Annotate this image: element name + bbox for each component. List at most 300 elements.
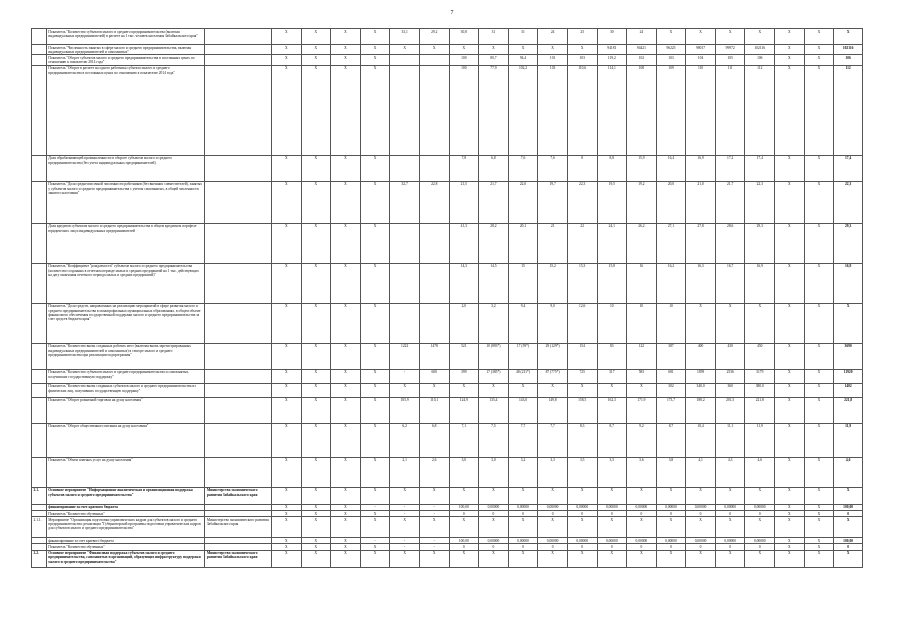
- value-cell: 0: [597, 511, 627, 517]
- value-cell: X: [804, 343, 834, 369]
- value-cell: X: [567, 487, 597, 504]
- row-executor-cell: [205, 303, 272, 343]
- value-cell: 4,3: [715, 457, 745, 487]
- value-cell: X: [804, 303, 834, 343]
- value-cell: 15: [508, 263, 538, 303]
- value-cell: X: [331, 29, 361, 45]
- value-cell: 110: [686, 65, 716, 155]
- row-description-cell: Показатель "Численность занятых в сфере малого и среднего предпринимательства, включая индивидуальных предпринимателей и самозанятых": [46, 45, 205, 55]
- value-cell: X: [775, 303, 805, 343]
- value-cell: 32,7: [390, 181, 420, 223]
- row-number-cell: 2.1.: [32, 487, 47, 504]
- value-cell: 10: [656, 303, 686, 343]
- value-cell: 24,1: [597, 223, 627, 263]
- value-cell: 16,9: [745, 263, 775, 303]
- value-cell: 24: [627, 29, 657, 45]
- row-executor-cell: Министерство экономического развития Забайкальского края: [205, 487, 272, 504]
- value-cell: 149,8: [538, 397, 568, 423]
- value-cell: 7,7: [508, 423, 538, 457]
- value-cell: 25: [567, 29, 597, 45]
- value-cell: 0: [656, 511, 686, 517]
- value-cell: 0,00000: [479, 504, 509, 510]
- value-cell: X: [567, 383, 597, 397]
- value-cell: 100: [449, 65, 479, 155]
- value-cell: X: [360, 343, 390, 369]
- value-cell: 10,4: [686, 423, 716, 457]
- value-cell: 103: [538, 65, 568, 155]
- row-description-cell: Показатель "Объем платных услуг на душу населения": [46, 457, 205, 487]
- row-description-cell: Показатель "Количество субъектов малого и среднего предпринимательства (включая индивидуальных предпринимателей) в расчете на 1 тыс. человек населения Забайкальского края": [46, 29, 205, 45]
- value-cell: 10: [597, 303, 627, 343]
- value-cell: 0: [627, 544, 657, 550]
- value-cell: X: [775, 383, 805, 397]
- value-cell: X: [804, 29, 834, 45]
- value-cell: X: [271, 303, 301, 343]
- value-cell: X: [271, 55, 301, 65]
- row-executor-cell: [205, 155, 272, 181]
- value-cell: X: [301, 544, 331, 550]
- value-cell: X: [686, 487, 716, 504]
- value-cell: X: [360, 517, 390, 538]
- value-cell: X: [449, 45, 479, 55]
- value-cell: X: [538, 550, 568, 567]
- value-cell: X: [419, 383, 449, 397]
- value-cell: 4,1: [686, 457, 716, 487]
- value-cell: X: [804, 397, 834, 423]
- row-description-cell: Показатель "Количество субъектов малого и среднего предпринимательства и самозанятых, получивших государственную поддержку": [46, 369, 205, 383]
- row-executor-cell: [205, 263, 272, 303]
- value-cell: X: [775, 263, 805, 303]
- value-cell: 103: [656, 55, 686, 65]
- value-cell: X: [271, 487, 301, 504]
- value-cell: X: [745, 487, 775, 504]
- value-cell: X: [804, 65, 834, 155]
- value-cell: 135,4: [479, 397, 509, 423]
- value-cell: 122: [627, 343, 657, 369]
- value-cell: 22,3: [745, 181, 775, 223]
- row-number-cell: 2.1.1.: [32, 517, 47, 538]
- value-cell: 2,1: [390, 457, 420, 487]
- value-cell: 0: [567, 511, 597, 517]
- value-cell: 0: [479, 544, 509, 550]
- total-value-cell: X: [834, 550, 863, 567]
- row-executor-cell: [205, 65, 272, 155]
- program-indicators-table: [31, 28, 863, 568]
- value-cell: X: [775, 65, 805, 155]
- row-description-cell: Доля обрабатывающей промышленности в обороте субъектов малого и среднего предпринимательства (без учета индивидуальных предпринимателей): [46, 155, 205, 181]
- row-description-cell: Показатель "Количество обученных": [46, 511, 205, 517]
- total-value-cell: 4,6: [834, 457, 863, 487]
- table-row: [32, 550, 863, 567]
- value-cell: 100,00: [449, 504, 479, 510]
- value-cell: 11,9: [745, 423, 775, 457]
- table-row: [32, 155, 863, 181]
- value-cell: 21: [538, 223, 568, 263]
- value-cell: 17,4: [745, 155, 775, 181]
- value-cell: X: [804, 511, 834, 517]
- row-description-cell: Показатель "Доля средств, направленных на реализацию мероприятий в сфере развития малого и среднего предпринимательства в монопрофильных муниципальных образованиях, в общем объеме финансового обеспечения государственной поддержки малого и среднего предпринимательства за счет средств бюджета края": [46, 303, 205, 343]
- total-value-cell: 11920: [834, 369, 863, 383]
- value-cell: X: [360, 65, 390, 155]
- value-cell: 0: [745, 511, 775, 517]
- total-value-cell: 102116: [834, 45, 863, 55]
- value-cell: 7,6: [508, 155, 538, 181]
- value-cell: 2536: [715, 369, 745, 383]
- value-cell: 0: [745, 544, 775, 550]
- value-cell: 158,5: [567, 397, 597, 423]
- value-cell: X: [331, 383, 361, 397]
- value-cell: X: [479, 517, 509, 538]
- value-cell: X: [745, 517, 775, 538]
- total-value-cell: 16,9: [834, 263, 863, 303]
- value-cell: 20,0: [656, 181, 686, 223]
- value-cell: 400: [686, 343, 716, 369]
- row-description-cell: Показатель "Оборот розничной торговли на душу населения": [46, 397, 205, 423]
- total-value-cell: 0: [834, 544, 863, 550]
- value-cell: X: [715, 29, 745, 45]
- value-cell: 28,2: [479, 223, 509, 263]
- row-executor-cell: [205, 369, 272, 383]
- value-cell: 0,00000: [479, 538, 509, 544]
- value-cell: -: [419, 544, 449, 550]
- value-cell: X: [775, 223, 805, 263]
- value-cell: 0: [715, 511, 745, 517]
- value-cell: 0,00000: [656, 538, 686, 544]
- value-cell: 6,2: [390, 423, 420, 457]
- value-cell: 112: [745, 65, 775, 155]
- value-cell: 380,0: [745, 383, 775, 397]
- value-cell: X: [301, 511, 331, 517]
- value-cell: 0: [567, 544, 597, 550]
- value-cell: X: [419, 550, 449, 567]
- value-cell: -: [419, 511, 449, 517]
- value-cell: X: [271, 538, 301, 544]
- table-body: [32, 29, 863, 568]
- value-cell: X: [301, 538, 331, 544]
- value-cell: X: [331, 538, 361, 544]
- value-cell: 29,3: [745, 223, 775, 263]
- value-cell: 302: [656, 383, 686, 397]
- value-cell: 77,9: [479, 65, 509, 155]
- value-cell: X: [686, 517, 716, 538]
- total-value-cell: 221,8: [834, 397, 863, 423]
- value-cell: [419, 55, 449, 65]
- value-cell: X: [567, 517, 597, 538]
- value-cell: 2,0: [449, 303, 479, 343]
- value-cell: X: [331, 55, 361, 65]
- value-cell: X: [360, 155, 390, 181]
- row-description-cell: Основное мероприятие "Информационно-аналитическая и организационная поддержка субъектов малого и среднего предпринимательства": [46, 487, 205, 504]
- value-cell: X: [301, 550, 331, 567]
- value-cell: X: [331, 343, 361, 369]
- value-cell: X: [331, 155, 361, 181]
- value-cell: X: [775, 181, 805, 223]
- table-row: [32, 383, 863, 397]
- row-description-cell: Показатель "Количество вновь созданных субъектов малого и среднего предпринимательства из физических лиц, получивших государственную поддержку": [46, 383, 205, 397]
- row-description-cell: Мероприятие "Организация подготовки управленческих кадров для субъектов малого и среднего предпринимательства: реализация "Губернаторской программы подготовки управленческих кадров для субъектов малого и среднего предпринимательства": [46, 517, 205, 538]
- total-value-cell: 1402: [834, 383, 863, 397]
- value-cell: X: [804, 544, 834, 550]
- value-cell: X: [301, 45, 331, 55]
- table-row: [32, 181, 863, 223]
- value-cell: X: [271, 29, 301, 45]
- value-cell: 106: [745, 55, 775, 65]
- value-cell: X: [271, 517, 301, 538]
- value-cell: 0: [538, 511, 568, 517]
- value-cell: X: [775, 550, 805, 567]
- value-cell: X: [508, 487, 538, 504]
- value-cell: 7,5: [479, 423, 509, 457]
- value-cell: X: [360, 544, 390, 550]
- value-cell: X: [597, 550, 627, 567]
- value-cell: X: [804, 457, 834, 487]
- value-cell: X: [715, 303, 745, 343]
- value-cell: X: [271, 544, 301, 550]
- value-cell: X: [775, 511, 805, 517]
- value-cell: X: [301, 343, 331, 369]
- value-cell: -: [390, 504, 420, 510]
- value-cell: 10: [627, 303, 657, 343]
- table-row: [32, 223, 863, 263]
- value-cell: X: [479, 487, 509, 504]
- value-cell: 583: [627, 369, 657, 383]
- table-row: [32, 369, 863, 383]
- value-cell: X: [301, 263, 331, 303]
- total-value-cell: 106: [834, 55, 863, 65]
- value-cell: X: [360, 511, 390, 517]
- value-cell: 8,7: [656, 423, 686, 457]
- value-cell: 387: [656, 343, 686, 369]
- value-cell: 3,2: [479, 303, 509, 343]
- value-cell: 9,4: [508, 303, 538, 343]
- row-executor-cell: Министерство экономического развития Забайкальского края: [205, 550, 272, 567]
- value-cell: X: [301, 423, 331, 457]
- row-number-cell: [32, 369, 47, 383]
- value-cell: X: [656, 487, 686, 504]
- value-cell: 21,5: [449, 181, 479, 223]
- row-description-cell: Показатель "Оборот общественного питания на душу населения": [46, 423, 205, 457]
- value-cell: 99972: [715, 45, 745, 55]
- value-cell: X: [804, 45, 834, 55]
- value-cell: 29 (129*): [538, 343, 568, 369]
- value-cell: X: [804, 181, 834, 223]
- value-cell: X: [360, 55, 390, 65]
- value-cell: 0: [449, 544, 479, 550]
- value-cell: X: [301, 369, 331, 383]
- value-cell: 30: [597, 29, 627, 45]
- value-cell: 94,4: [508, 55, 538, 65]
- value-cell: X: [538, 45, 568, 55]
- value-cell: 104: [686, 55, 716, 65]
- value-cell: 101: [538, 55, 568, 65]
- value-cell: X: [804, 369, 834, 383]
- value-cell: [390, 155, 420, 181]
- value-cell: 0,00000: [686, 538, 716, 544]
- value-cell: X: [508, 383, 538, 397]
- table-row: [32, 397, 863, 423]
- value-cell: [390, 65, 420, 155]
- value-cell: X: [331, 397, 361, 423]
- value-cell: 0,00000: [686, 504, 716, 510]
- value-cell: 430: [715, 343, 745, 369]
- value-cell: X: [715, 550, 745, 567]
- value-cell: 3,3: [538, 457, 568, 487]
- table-row: [32, 65, 863, 155]
- value-cell: 3,8: [656, 457, 686, 487]
- value-cell: X: [331, 544, 361, 550]
- value-cell: 11,1: [715, 423, 745, 457]
- value-cell: 725: [567, 369, 597, 383]
- value-cell: X: [745, 303, 775, 343]
- value-cell: 33,1: [390, 29, 420, 45]
- value-cell: X: [775, 343, 805, 369]
- value-cell: X: [360, 423, 390, 457]
- value-cell: 0,00000: [597, 504, 627, 510]
- value-cell: 9,0: [538, 303, 568, 343]
- value-cell: 21,7: [479, 181, 509, 223]
- value-cell: X: [804, 550, 834, 567]
- value-cell: 8: [567, 155, 597, 181]
- value-cell: 24: [538, 29, 568, 45]
- value-cell: [390, 263, 420, 303]
- value-cell: X: [360, 369, 390, 383]
- value-cell: X: [301, 397, 331, 423]
- value-cell: 8,3: [567, 423, 597, 457]
- value-cell: X: [390, 550, 420, 567]
- value-cell: -: [360, 504, 390, 510]
- value-cell: X: [271, 65, 301, 155]
- value-cell: X: [775, 369, 805, 383]
- value-cell: 0: [538, 544, 568, 550]
- value-cell: [419, 223, 449, 263]
- value-cell: 317: [597, 369, 627, 383]
- row-number-cell: [32, 397, 47, 423]
- value-cell: X: [479, 45, 509, 55]
- value-cell: 83: [597, 343, 627, 369]
- value-cell: 124,9: [449, 397, 479, 423]
- value-cell: X: [449, 550, 479, 567]
- value-cell: 399: [449, 369, 479, 383]
- value-cell: 22: [567, 223, 597, 263]
- total-value-cell: 100,00: [834, 538, 863, 544]
- value-cell: 22,8: [419, 181, 449, 223]
- value-cell: X: [775, 423, 805, 457]
- value-cell: X: [331, 457, 361, 487]
- value-cell: 109: [656, 65, 686, 155]
- value-cell: [390, 223, 420, 263]
- value-cell: X: [271, 223, 301, 263]
- value-cell: 188,2: [686, 397, 716, 423]
- value-cell: X: [271, 550, 301, 567]
- value-cell: X: [390, 487, 420, 504]
- value-cell: 4,6: [745, 457, 775, 487]
- row-executor-cell: [205, 55, 272, 65]
- value-cell: 7,1: [449, 423, 479, 457]
- value-cell: X: [804, 504, 834, 510]
- value-cell: 102: [627, 55, 657, 65]
- value-cell: X: [271, 369, 301, 383]
- value-cell: 340,0: [686, 383, 716, 397]
- value-cell: 0,00000: [745, 538, 775, 544]
- row-executor-cell: Министерство экономического развития Забайкальского края: [205, 517, 272, 538]
- total-value-cell: 112: [834, 65, 863, 155]
- value-cell: X: [271, 504, 301, 510]
- value-cell: X: [775, 55, 805, 65]
- value-cell: 0,00000: [656, 504, 686, 510]
- total-value-cell: 22,3: [834, 181, 863, 223]
- value-cell: X: [597, 383, 627, 397]
- value-cell: 0: [449, 511, 479, 517]
- value-cell: 27,8: [686, 223, 716, 263]
- value-cell: X: [775, 517, 805, 538]
- value-cell: X: [804, 383, 834, 397]
- value-cell: 0: [597, 544, 627, 550]
- value-cell: X: [331, 223, 361, 263]
- value-cell: 27,1: [656, 223, 686, 263]
- value-cell: X: [301, 487, 331, 504]
- value-cell: 0: [686, 511, 716, 517]
- value-cell: X: [508, 517, 538, 538]
- row-number-cell: [32, 457, 47, 487]
- value-cell: X: [360, 223, 390, 263]
- value-cell: 110,6: [567, 65, 597, 155]
- value-cell: 103: [567, 55, 597, 65]
- row-executor-cell: [205, 457, 272, 487]
- value-cell: 143,0: [508, 397, 538, 423]
- value-cell: X: [360, 550, 390, 567]
- row-number-cell: [32, 223, 47, 263]
- value-cell: 16,9: [686, 155, 716, 181]
- value-cell: 7,6: [538, 155, 568, 181]
- value-cell: 0: [508, 544, 538, 550]
- row-description-cell: финансирование за счет краевого бюджета: [46, 538, 205, 544]
- value-cell: 19,5: [597, 181, 627, 223]
- page-number: 7: [450, 10, 454, 16]
- total-value-cell: 29,3: [834, 223, 863, 263]
- row-number-cell: [32, 29, 47, 45]
- row-executor-cell: [205, 223, 272, 263]
- value-cell: X: [804, 538, 834, 544]
- value-cell: 0,00000: [597, 538, 627, 544]
- row-description-cell: Показатель "Коэффициент "рождаемости" субъектов малого и среднего предпринимательства (количество созданных в отчетном периоде малых и средних предприятий на 1 тыс. действующих на дату окончания отчетного периода малых и средних предприятий)": [46, 263, 205, 303]
- value-cell: X: [360, 383, 390, 397]
- row-description-cell: Показатель "Количество вновь созданных рабочих мест (включая вновь зарегистрированных индивидуальных предпринимателей и самозанятых) в секторе малого и среднего предпринимательства при реализации подпрограммы": [46, 343, 205, 369]
- value-cell: 30,8: [449, 29, 479, 45]
- value-cell: X: [627, 383, 657, 397]
- value-cell: 14,5: [479, 263, 509, 303]
- row-number-cell: [32, 303, 47, 343]
- total-value-cell: X: [834, 29, 863, 45]
- row-description-cell: финансирование за счет краевого бюджета: [46, 504, 205, 510]
- value-cell: 0,00000: [715, 538, 745, 544]
- row-number-cell: 2.2.: [32, 550, 47, 567]
- value-cell: X: [360, 487, 390, 504]
- value-cell: [419, 303, 449, 343]
- value-cell: 100: [449, 55, 479, 65]
- value-cell: 114,1: [597, 65, 627, 155]
- value-cell: 15,3: [567, 263, 597, 303]
- value-cell: 26,2: [627, 223, 657, 263]
- value-cell: 80,7: [479, 55, 509, 65]
- value-cell: X: [301, 383, 331, 397]
- value-cell: X: [271, 383, 301, 397]
- total-value-cell: 11,9: [834, 423, 863, 457]
- value-cell: X: [627, 487, 657, 504]
- value-cell: X: [627, 517, 657, 538]
- value-cell: X: [301, 181, 331, 223]
- value-cell: 1222: [390, 343, 420, 369]
- value-cell: X: [745, 550, 775, 567]
